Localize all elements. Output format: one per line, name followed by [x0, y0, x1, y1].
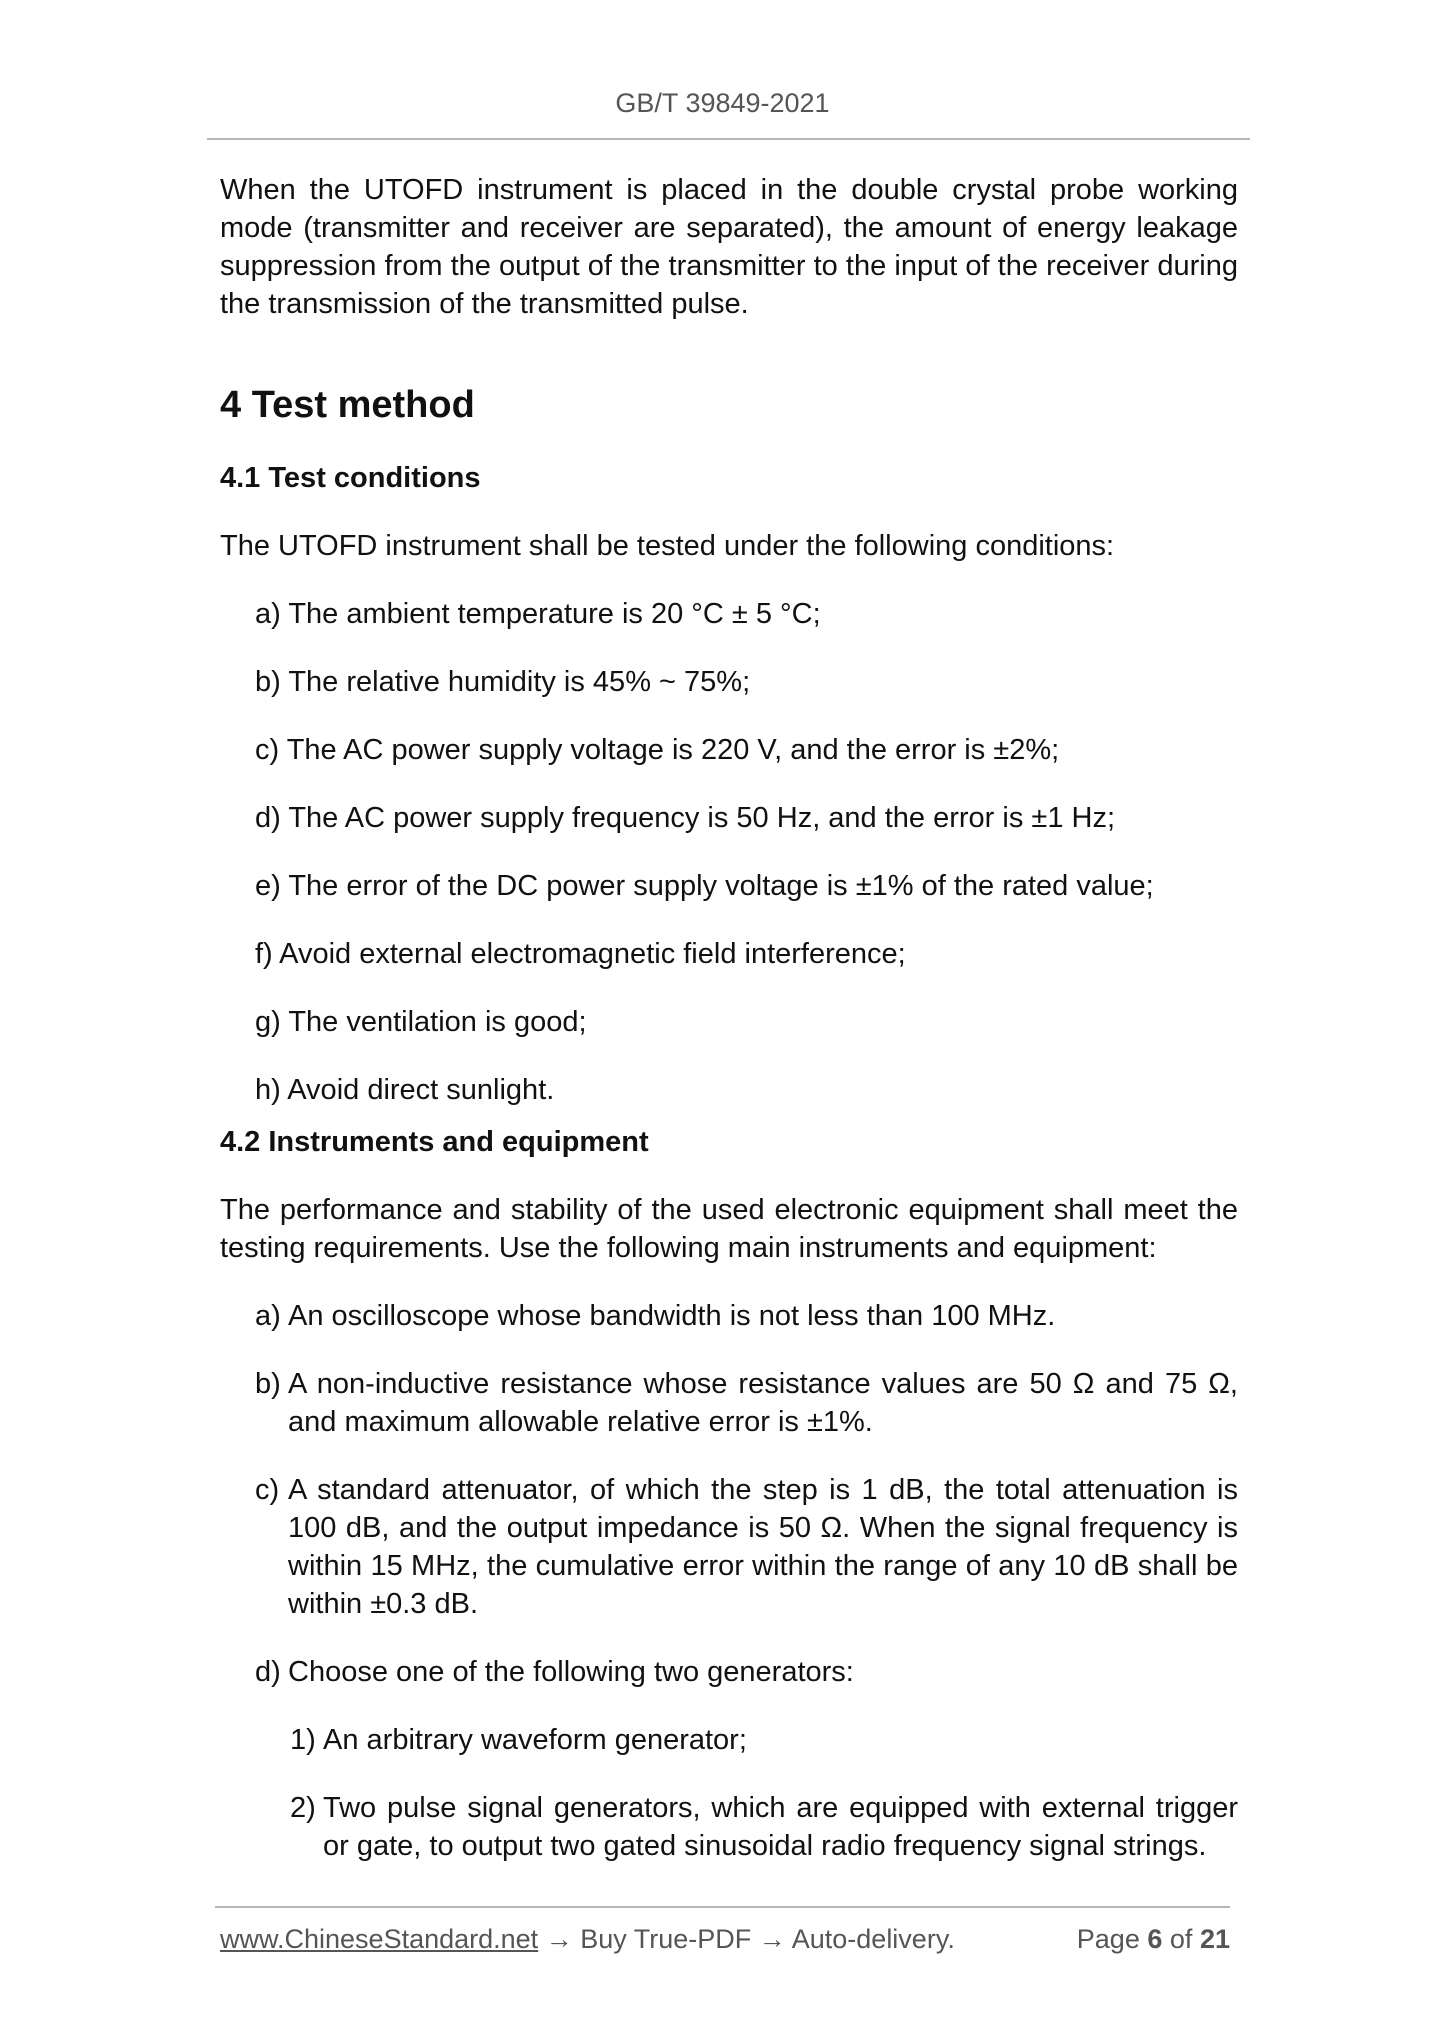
intro-paragraph: When the UTOFD instrument is placed in the double crystal probe working mode (transmitter and receiver are separated), the amount of energy leakage suppression from the output of the transmitter to the input of the receiver during the transmission of the transmitted pulse.	[220, 174, 1238, 320]
section-4-1-intro: The UTOFD instrument shall be tested under the following conditions:	[220, 530, 1115, 562]
section-4-2-intro: The performance and stability of the used electronic equipment shall meet the testing requirements. Use the following main instruments and equipment:	[220, 1194, 1238, 1264]
section-4-heading: 4 Test method	[220, 384, 475, 426]
list-item: a) The ambient temperature is 20 °C ± 5 °C;	[255, 598, 821, 630]
header-divider	[207, 138, 1250, 140]
list-marker: a)	[255, 1300, 281, 1332]
list-item	[220, 1789, 1238, 1865]
website-link[interactable]: www.ChineseStandard.net	[220, 1924, 539, 1954]
document-header: GB/T 39849-2021	[615, 88, 830, 118]
list-item-text: A non-inductive resistance whose resistance values are 50 Ω and 75 Ω, and maximum allowable relative error is ±1%.	[288, 1368, 1238, 1438]
list-item	[220, 1471, 1238, 1623]
list-item: c) The AC power supply voltage is 220 V, and the error is ±2%;	[255, 734, 1060, 766]
list-item	[220, 1653, 1238, 1691]
page-total: 21	[1199, 1924, 1230, 1954]
list-item: b) The relative humidity is 45% ~ 75%;	[255, 666, 751, 698]
list-item	[220, 1297, 1238, 1335]
list-item	[220, 1721, 1238, 1759]
page-number	[1077, 1924, 1230, 1955]
page-label: Page	[1076, 1924, 1140, 1954]
list-item	[220, 1365, 1238, 1441]
list-marker: 2)	[290, 1792, 316, 1824]
page-of: of	[1169, 1924, 1193, 1954]
section-4-1-heading: 4.1 Test conditions	[220, 462, 481, 494]
list-item-text: An oscilloscope whose bandwidth is not less than 100 MHz.	[288, 1300, 1056, 1332]
footer-promo	[220, 1924, 955, 1955]
footer-promo-text: → Buy True-PDF → Auto-delivery.	[538, 1924, 955, 1954]
page-current: 6	[1147, 1924, 1163, 1954]
page-body	[220, 171, 1238, 1865]
test-conditions-list	[220, 595, 1238, 1109]
list-marker: 1)	[290, 1724, 316, 1756]
list-marker: b)	[255, 1368, 281, 1400]
list-item: g) The ventilation is good;	[255, 1006, 587, 1038]
list-item: d) The AC power supply frequency is 50 Hz, and the error is ±1 Hz;	[255, 802, 1116, 834]
list-item: f) Avoid external electromagnetic field interference;	[255, 938, 906, 970]
list-marker: c)	[255, 1474, 280, 1506]
list-item: h) Avoid direct sunlight.	[255, 1074, 555, 1106]
list-item: e) The error of the DC power supply voltage is ±1% of the rated value;	[255, 870, 1154, 902]
list-item-text: Choose one of the following two generators:	[288, 1656, 854, 1688]
equipment-list	[220, 1297, 1238, 1865]
list-marker: d)	[255, 1656, 281, 1688]
footer-divider	[215, 1906, 1230, 1908]
section-4-2-heading: 4.2 Instruments and equipment	[220, 1126, 649, 1158]
list-item-text: An arbitrary waveform generator;	[323, 1724, 747, 1756]
list-item-text: Two pulse signal generators, which are equipped with external trigger or gate, to output two gated sinusoidal radio frequency signal strings.	[323, 1792, 1238, 1862]
list-item-text: A standard attenuator, of which the step is 1 dB, the total attenuation is 100 dB, and the output impedance is 50 Ω. When the signal frequency is within 15 MHz, the cumulative error within the range of any 10 dB shall be within ±0.3 dB.	[288, 1474, 1238, 1620]
